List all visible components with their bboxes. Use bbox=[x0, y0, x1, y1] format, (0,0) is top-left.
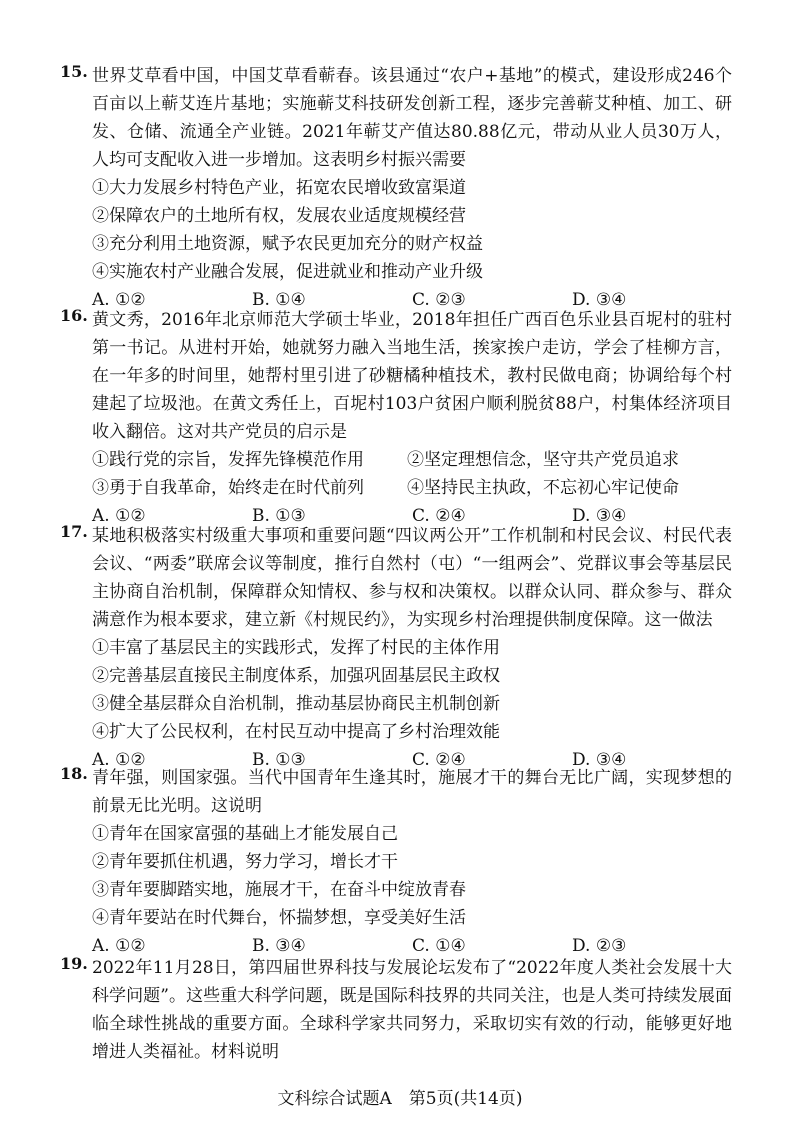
choice-c: C. ②④ bbox=[412, 506, 466, 526]
choice-d: D. ③④ bbox=[572, 750, 627, 770]
option-2: ②青年要抓住机遇，努力学习，增长才干 bbox=[92, 852, 398, 872]
option-4: ④青年要站在时代舞台，怀揣梦想，享受美好生活 bbox=[92, 908, 466, 928]
question-18 bbox=[60, 764, 732, 960]
option-1: ①青年在国家富强的基础上才能发展自己 bbox=[92, 824, 398, 844]
option-4: ④实施农村产业融合发展，促进就业和推动产业升级 bbox=[92, 262, 483, 282]
choice-b: B. ①④ bbox=[252, 290, 306, 310]
option-3: ③青年要脚踏实地，施展才干，在奋斗中绽放青春 bbox=[92, 880, 466, 900]
page-footer: 文科综合试题A 第5页(共14页) bbox=[277, 1089, 523, 1109]
option-row bbox=[92, 446, 732, 474]
question-stem: 某地积极落实村级重大事项和重要问题“四议两公开”工作机制和村民会议、村民代表会议、“两委”联席会议等制度，推行自然村（屯）“一组两会”、党群议事会等基层民主协商自治机制，保障群众知情权、参与权和决策权。以群众认同、群众参与、群众满意作为根本要求，建立新《村规民约》，为实现乡村治理提供制度保障。这一做法 bbox=[92, 526, 732, 630]
choice-a: A. ①② bbox=[92, 290, 146, 310]
choice-b: B. ①③ bbox=[252, 750, 306, 770]
question-stem: 世界艾草看中国，中国艾草看蕲春。该县通过“农户+基地”的模式，建设形成246个百亩以上蕲艾连片基地；实施蕲艾科技研发创新工程，逐步完善蕲艾种植、加工、研发、仓储、流通全产业链。2021年蕲艾产值达80.88亿元，带动从业人员30万人，人均可支配收入进一步增加。这表明乡村振兴需要 bbox=[92, 66, 732, 170]
choice-a: A. ①② bbox=[92, 750, 146, 770]
question-number: 17. bbox=[60, 522, 88, 541]
question-number: 16. bbox=[60, 306, 88, 325]
choice-b: B. ③④ bbox=[252, 936, 306, 956]
question-16 bbox=[60, 306, 732, 530]
question-15 bbox=[60, 62, 732, 314]
option-3: ③充分利用土地资源，赋予农民更加充分的财产权益 bbox=[92, 234, 483, 254]
choice-d: D. ②③ bbox=[572, 936, 627, 956]
option-2: ②坚定理想信念，坚守共产党员追求 bbox=[407, 450, 679, 470]
choice-a: A. ①② bbox=[92, 506, 146, 526]
option-4: ④扩大了公民权利，在村民互动中提高了乡村治理效能 bbox=[92, 722, 500, 742]
option-4: ④坚持民主执政，不忘初心牢记使命 bbox=[407, 478, 679, 498]
option-1: ①丰富了基层民主的实践形式，发挥了村民的主体作用 bbox=[92, 638, 500, 658]
choice-c: C. ②③ bbox=[412, 290, 466, 310]
question-number: 18. bbox=[60, 764, 88, 783]
option-3: ③健全基层群众自治机制，推动基层协商民主机制创新 bbox=[92, 694, 500, 714]
option-row bbox=[92, 474, 732, 502]
choice-d: D. ③④ bbox=[572, 290, 627, 310]
option-2: ②完善基层直接民主制度体系，加强巩固基层民主政权 bbox=[92, 666, 500, 686]
choice-b: B. ①③ bbox=[252, 506, 306, 526]
question-stem: 黄文秀，2016年北京师范大学硕士毕业，2018年担任广西百色乐业县百坭村的驻村第一书记。从进村开始，她就努力融入当地生活，挨家挨户走访，学会了桂柳方言，在一年多的时间里，她帮村里引进了砂糖橘种植技术，教村民做电商；协调给每个村建起了垃圾池。在黄文秀任上，百坭村103户贫困户顺利脱贫88户，村集体经济项目收入翻倍。这对共产党员的启示是 bbox=[92, 310, 732, 442]
choice-d: D. ③④ bbox=[572, 506, 627, 526]
question-19 bbox=[60, 954, 732, 1066]
question-stem: 2022年11月28日，第四届世界科技与发展论坛发布了“2022年度人类社会发展十大科学问题”。这些重大科学问题，既是国际科技界的共同关注，也是人类可持续发展面临全球性挑战的重要方面。全球科学家共同努力，采取切实有效的行动，能够更好地增进人类福祉。材料说明 bbox=[92, 958, 732, 1062]
option-1: ①践行党的宗旨，发挥先锋模范作用 bbox=[92, 450, 364, 470]
option-3: ③勇于自我革命，始终走在时代前列 bbox=[92, 478, 364, 498]
choice-a: A. ①② bbox=[92, 936, 146, 956]
option-1: ①大力发展乡村特色产业，拓宽农民增收致富渠道 bbox=[92, 178, 466, 198]
question-stem: 青年强，则国家强。当代中国青年生逢其时，施展才干的舞台无比广阔，实现梦想的前景无比光明。这说明 bbox=[92, 768, 732, 816]
question-number: 15. bbox=[60, 62, 88, 81]
choice-c: C. ②④ bbox=[412, 750, 466, 770]
option-2: ②保障农户的土地所有权，发展农业适度规模经营 bbox=[92, 206, 466, 226]
choice-c: C. ①④ bbox=[412, 936, 466, 956]
question-number: 19. bbox=[60, 954, 88, 973]
